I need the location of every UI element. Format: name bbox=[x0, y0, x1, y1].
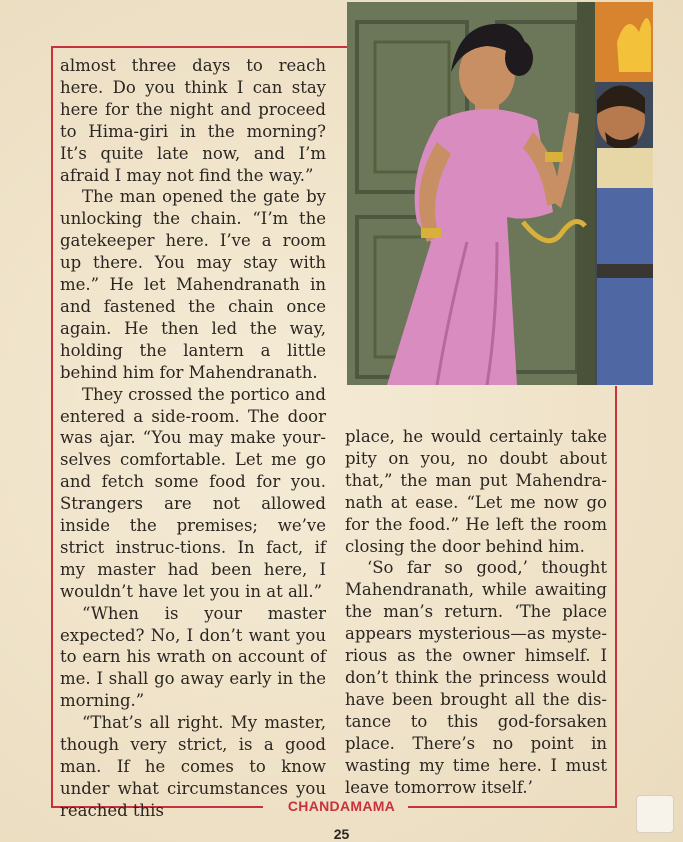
left-text-column bbox=[60, 55, 326, 822]
story-illustration bbox=[347, 2, 653, 385]
paragraph: place, he would certainly take pity on you, no doubt about that,” the man put Mahendra-nath at ease. “Let me now go for the food.” He left the room closing the door behind him. bbox=[345, 427, 607, 556]
frame-rule-top bbox=[51, 46, 347, 48]
page-number: 25 bbox=[333, 826, 350, 842]
paragraph: “That’s all right. My master, though very strict, is a good man. If he comes to know under what circumstances you reached this bbox=[60, 713, 326, 820]
right-text-column bbox=[345, 426, 607, 798]
paragraph: almost three days to reach here. Do you think I can stay here for the night and proceed to Hima-giri in the morning? It’s quite late now, and I’m afraid I may not find the way.” bbox=[60, 56, 326, 185]
paragraph: They crossed the portico and entered a side-room. The door was ajar. “You may make your-selves comfortable. Let me go and fetch some food for you. Strangers are not allowed inside the premises; we’ve strict instruc-tions. In fact, if my master had been here, I wouldn’t have let you in at all.” bbox=[60, 384, 326, 601]
paragraph: The man opened the gate by unlocking the chain. “I’m the gatekeeper here. I’ve a room up there. You may stay with me.” He let Mahendranath in and fastened the chain once again. He then led the way, holding the lantern a little behind him for Mahendranath. bbox=[60, 187, 326, 382]
frame-rule-left bbox=[51, 46, 53, 808]
paragraph: “When is your master expected? No, I don’t want you to earn his wrath on account of me. I shall go away early in the morning.” bbox=[60, 603, 326, 711]
library-stamp-icon bbox=[636, 795, 674, 833]
frame-rule-right bbox=[615, 386, 617, 808]
magazine-title: CHANDAMAMA bbox=[287, 798, 396, 814]
paragraph: ‘So far so good,’ thought Mahendranath, while awaiting the man’s return. ‘The place appears mysterious—as myste-rious as the owner himself. I don’t think the princess would have been brought all the dis-tance to this god-forsaken place. There’s no point in wasting my time here. I must leave tomorrow itself.’ bbox=[345, 558, 607, 797]
